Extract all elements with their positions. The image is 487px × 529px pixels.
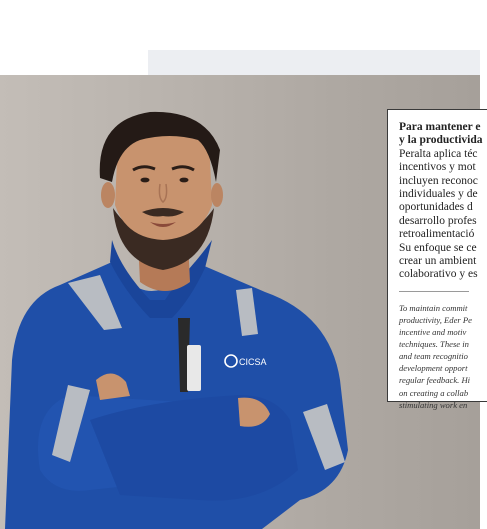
quote-divider bbox=[399, 291, 469, 292]
quote-card bbox=[387, 109, 487, 410]
quote-es-line: Su enfoque se ce bbox=[399, 241, 477, 254]
quote-en-line: productivity, Eder Pe bbox=[399, 314, 472, 325]
id-badge bbox=[187, 345, 201, 391]
header-band bbox=[148, 50, 480, 75]
quote-heading-line: y la productivida bbox=[399, 134, 483, 147]
quote-en-line: on creating a collab bbox=[399, 387, 469, 398]
quote-es-line: Peralta aplica téc bbox=[399, 147, 478, 160]
quote-es-line: retroalimentació bbox=[399, 228, 475, 241]
quote-english bbox=[399, 302, 487, 411]
quote-es-line: desarrollo profes bbox=[399, 214, 477, 227]
quote-heading-line: Para mantener e bbox=[399, 121, 481, 133]
quote-es-line: incluyen reconoc bbox=[399, 174, 478, 187]
quote-es-line: oportunidades d bbox=[399, 201, 473, 214]
logo-text: CICSA bbox=[239, 357, 267, 367]
quote-en-line: incentive and motiv bbox=[399, 327, 467, 338]
quote-en-line: To maintain commit bbox=[399, 302, 468, 313]
quote-es-line: incentivos y mot bbox=[399, 161, 476, 174]
quote-en-line: regular feedback. Hi bbox=[399, 375, 471, 386]
quote-es-line: colaborativo y es bbox=[399, 268, 478, 281]
quote-en-line: techniques. These in bbox=[399, 339, 469, 350]
quote-es-line: individuales y de bbox=[399, 188, 478, 201]
quote-en-line: and team recognitio bbox=[399, 351, 468, 362]
quote-es-line: crear un ambient bbox=[399, 255, 477, 268]
quote-en-line: development opport bbox=[399, 363, 468, 374]
quote-spanish bbox=[399, 121, 487, 282]
quote-en-line: stimulating work en bbox=[399, 399, 468, 410]
